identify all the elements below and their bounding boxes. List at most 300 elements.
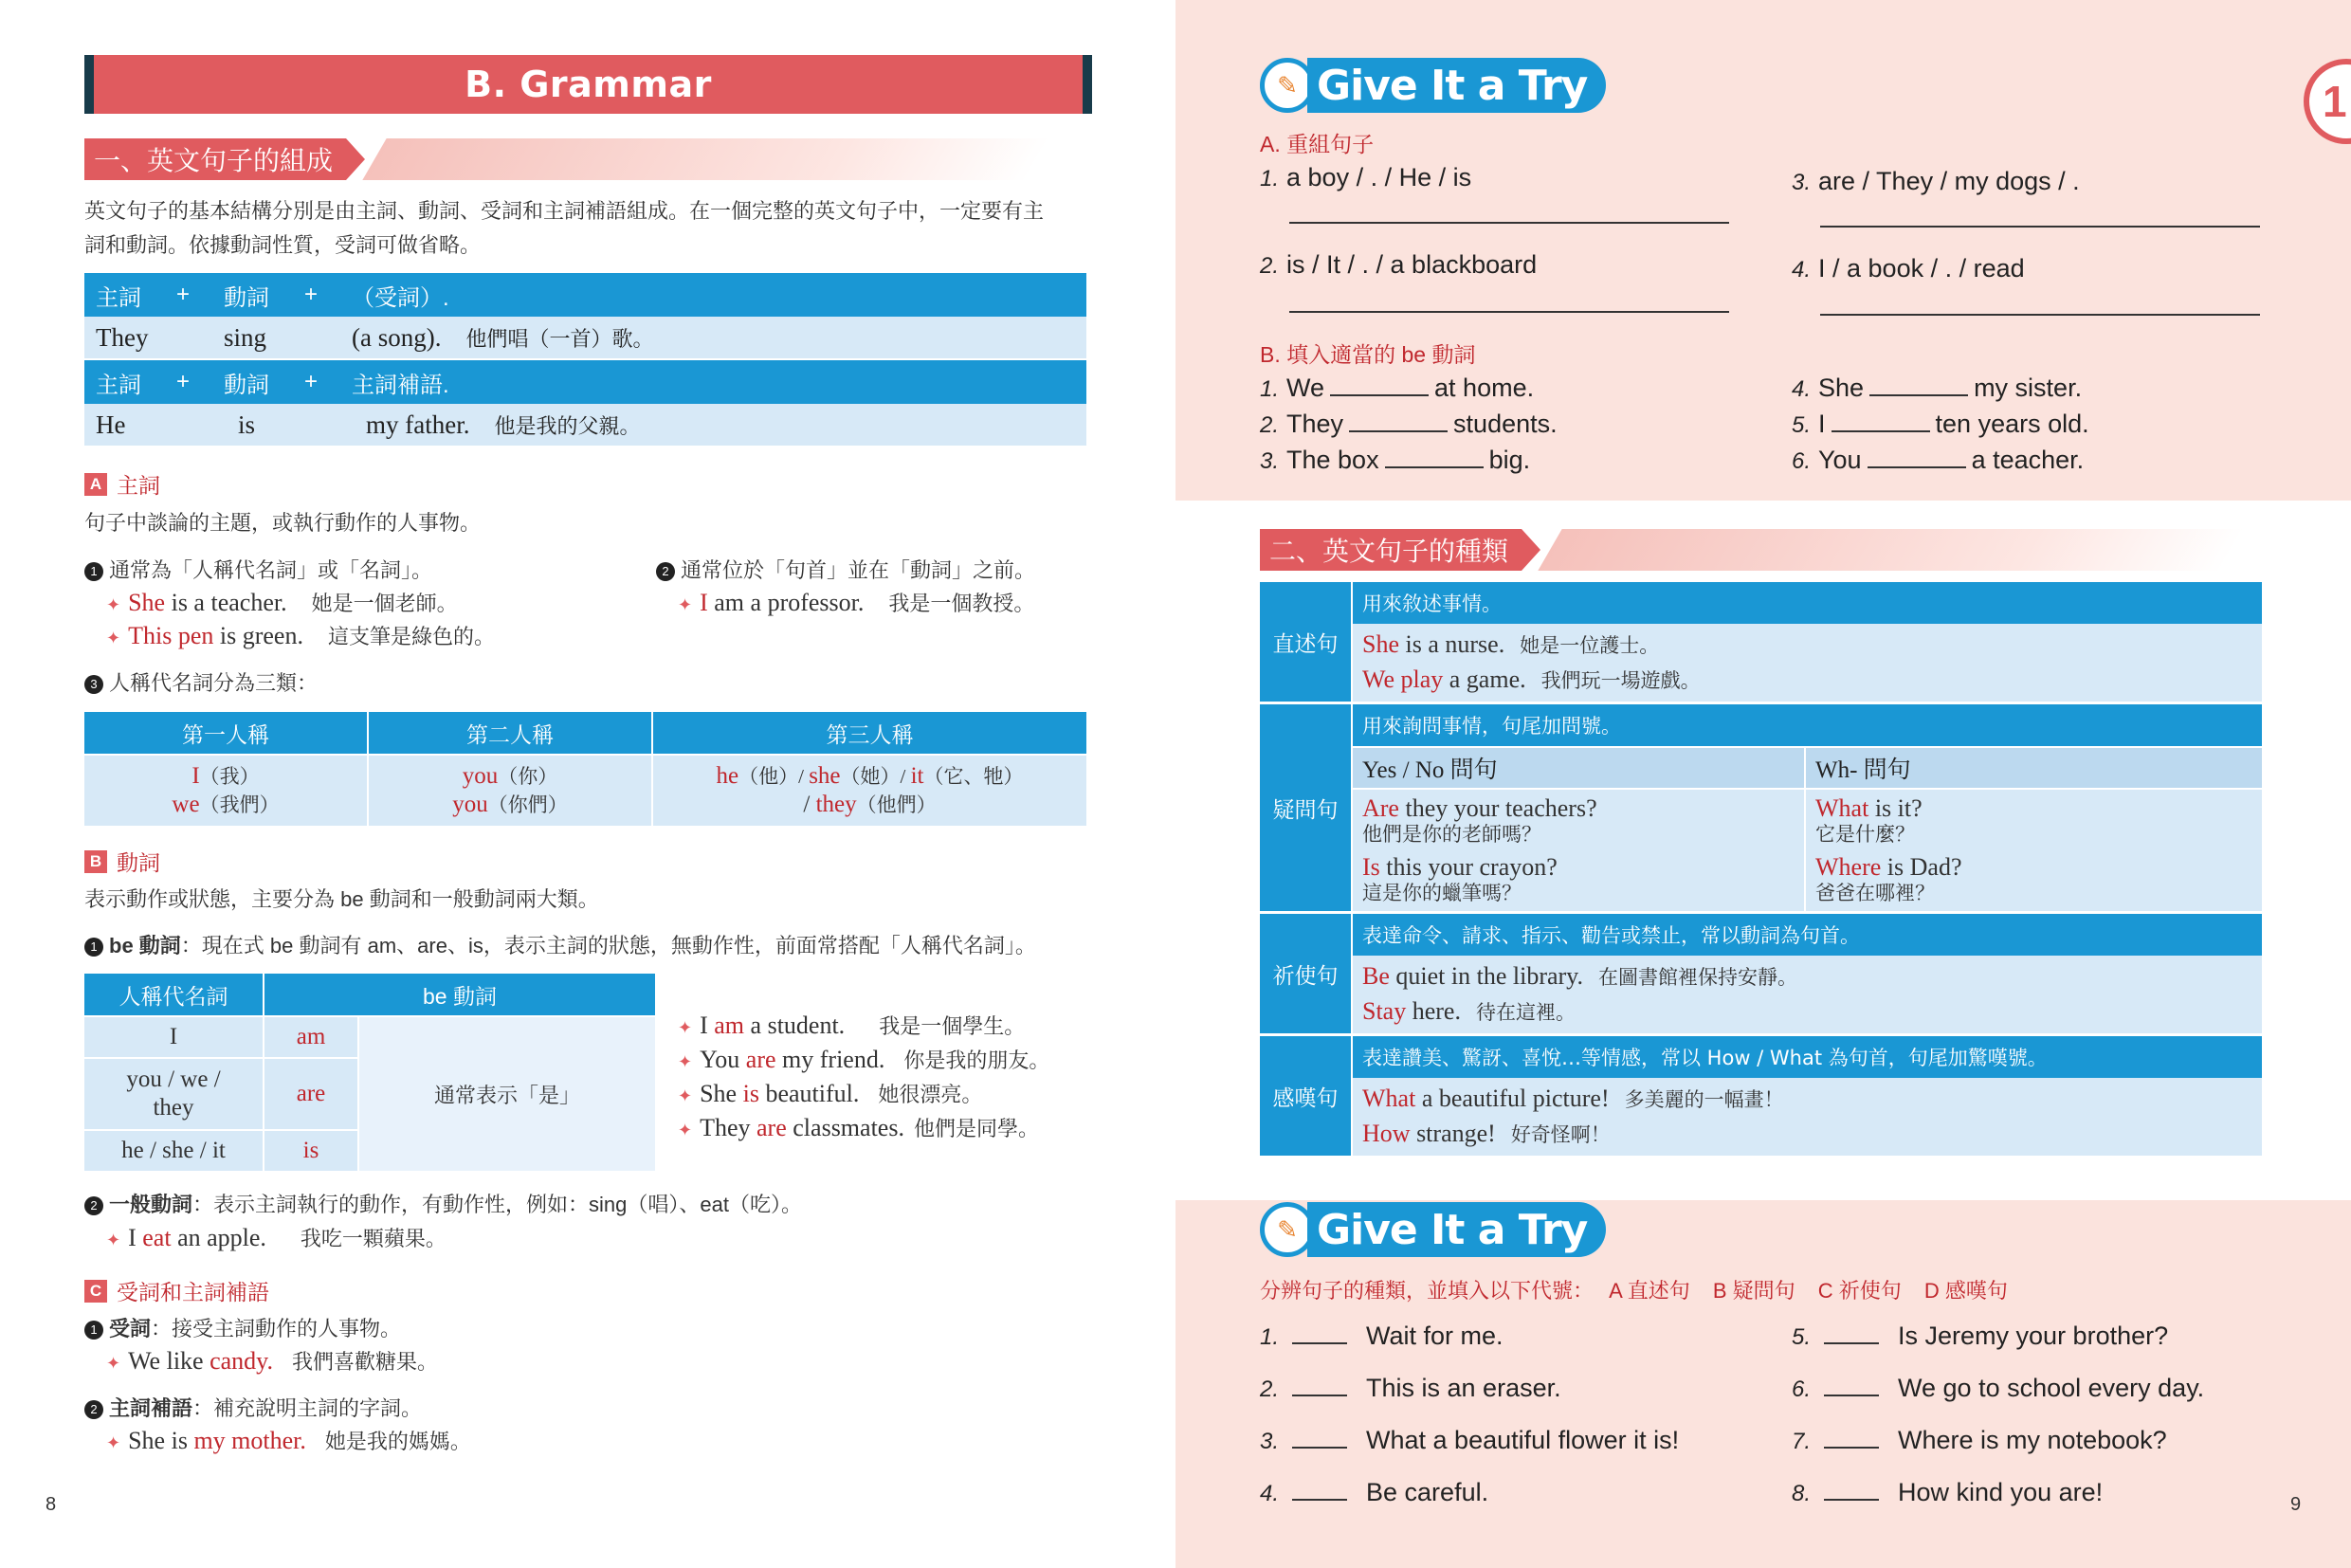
qb: ten years old. — [1935, 410, 2089, 438]
zh: 我們玩一場遊戲。 — [1540, 669, 1701, 692]
w: they — [815, 792, 857, 817]
pencil-icon: ✎ — [1260, 1202, 1315, 1257]
exercise-A-item — [1792, 167, 2080, 196]
person-header-3: 第三人稱 — [653, 712, 1086, 754]
zh: （我） — [199, 765, 260, 788]
red: Where — [1815, 853, 1882, 881]
zh: （她）/ — [840, 765, 911, 788]
answer-line-A2[interactable] — [1289, 311, 1729, 313]
A-ex-1: ✦ She is a teacher. 她是一個老師。 — [106, 589, 458, 616]
qn: 6. — [1792, 448, 1812, 474]
qn: 3. — [1260, 1429, 1280, 1454]
pre: They — [700, 1114, 757, 1141]
type-label: 感嘆句 — [1260, 1036, 1353, 1156]
be-cell: you / we / they — [84, 1057, 264, 1129]
B-note-2-text: ：表示主詞執行的動作，有動作性，例如：sing（唱）、eat（吃）。 — [192, 1193, 802, 1216]
code: B 疑問句 — [1712, 1279, 1795, 1303]
type-imperative — [1260, 914, 2262, 1036]
pre: She — [700, 1080, 743, 1107]
B-note-2: 2 一般動詞：表示主詞執行的動作，有動作性，例如：sing（唱）、eat（吃）。 — [84, 1188, 802, 1222]
blank-field[interactable] — [1349, 411, 1448, 432]
zh: （他們） — [856, 793, 937, 816]
exercise-B-item — [1792, 410, 2089, 439]
blank-field[interactable] — [1292, 1376, 1347, 1396]
banner-title: B. Grammar — [465, 64, 712, 105]
qn: 6. — [1792, 1377, 1812, 1402]
give-it-a-try-title: Give It a Try — [1307, 1202, 1606, 1257]
section1-header — [84, 138, 1092, 180]
code: A 直述句 — [1609, 1279, 1690, 1303]
grammar-banner — [84, 55, 1092, 114]
blank-field[interactable] — [1824, 1376, 1879, 1396]
line — [716, 762, 1023, 791]
subhead-A — [84, 468, 160, 500]
zh: 她是一位護士。 — [1520, 634, 1660, 657]
code: D 感嘆句 — [1923, 1279, 2008, 1303]
cell: 主詞 — [96, 372, 141, 398]
exercise-C-item — [1260, 1478, 1488, 1507]
post: an apple. — [171, 1224, 266, 1251]
instr: 分辨句子的種類，並填入以下代號： — [1260, 1279, 1595, 1303]
zh: 多美麗的一幅畫！ — [1624, 1088, 1784, 1111]
post: a beautiful picture! — [1415, 1085, 1610, 1112]
blank-field[interactable] — [1292, 1323, 1347, 1344]
qn: 1. — [1260, 166, 1280, 191]
post: a nurse. — [1421, 630, 1505, 658]
cell: (a song). — [352, 322, 442, 352]
bold: 受詞 — [109, 1317, 152, 1340]
type-content — [1353, 1078, 2262, 1156]
line — [172, 791, 279, 819]
red: candy. — [210, 1347, 273, 1375]
exercise-C-item — [1792, 1426, 2167, 1455]
post: a game. — [1443, 665, 1526, 693]
section1-title: 一、英文句子的組成 — [84, 138, 346, 180]
zh: 他們是你的老師嗎？ — [1362, 823, 1541, 846]
w: you — [462, 763, 499, 789]
C-note-1-text: ：接受主詞動作的人事物。 — [151, 1317, 402, 1340]
qb: students. — [1453, 410, 1558, 438]
A-ex-2: ✦ This pen is green. 這支筆是綠色的。 — [106, 622, 495, 649]
qt: This is an eraser. — [1366, 1374, 1561, 1402]
ex-zh: 我是一個教授。 — [888, 593, 1035, 616]
exercise-C-item — [1260, 1374, 1561, 1403]
qt: Be careful. — [1366, 1478, 1489, 1506]
A-note-2-text: 通常位於「句首」並在「動詞」之前。 — [681, 558, 1036, 582]
mid: is — [1399, 630, 1422, 658]
structure-row-4 — [84, 404, 1086, 447]
type-desc: 表達命令、請求、指示、勸告或禁止，常以動詞為句首。 — [1353, 914, 2262, 956]
be-table — [84, 974, 655, 1171]
pre: We like — [128, 1347, 210, 1375]
post: they your teachers? — [1398, 794, 1597, 822]
page-number-right: 9 — [2290, 1494, 2302, 1515]
type-content — [1353, 956, 2262, 1033]
person-table — [84, 712, 1086, 826]
qn: 5. — [1792, 1324, 1812, 1350]
subhead-C — [84, 1275, 269, 1306]
red: eat — [142, 1224, 172, 1251]
structure-row-2 — [84, 317, 1086, 360]
ex-rest: is green. — [213, 622, 303, 649]
pre: I — [128, 1224, 143, 1251]
qt: Is Jeremy your brother? — [1898, 1322, 2169, 1350]
cell: （受詞）. — [352, 284, 449, 311]
qa: She — [1818, 374, 1865, 402]
blank-field[interactable] — [1385, 447, 1484, 468]
blank-field[interactable] — [1292, 1428, 1347, 1449]
ex-red: This pen — [128, 622, 214, 649]
pre: She is — [128, 1427, 194, 1454]
subhead-B — [84, 846, 160, 877]
be-table-body — [84, 1015, 655, 1171]
ex — [1362, 1117, 2252, 1152]
red: Is — [1362, 853, 1380, 881]
blank-field[interactable] — [1832, 411, 1930, 432]
C-note-2: 2 主詞補語：補充說明主詞的字詞。 — [84, 1392, 422, 1426]
post: a student. — [744, 1012, 846, 1039]
C-ex-2: ✦ She is my mother. 她是我的媽媽。 — [106, 1427, 471, 1454]
exercise-B-item — [1792, 374, 2082, 403]
bold: 一般動詞 — [109, 1193, 193, 1216]
type-desc: 用來詢問事情，句尾加問號。 — [1353, 704, 2262, 746]
qn: 2. — [1260, 412, 1280, 438]
type-desc: 表達讚美、驚訝、喜悅…等情感，常以 How / What 為句首，句尾加驚嘆號。 — [1353, 1036, 2262, 1078]
C-ex-1: ✦ We like candy. 我們喜歡糖果。 — [106, 1347, 439, 1375]
B-desc: 表示動作或狀態，主要分為 be 動詞和一般動詞兩大類。 — [84, 887, 599, 911]
B-note-1: 1 be 動詞：現在式 be 動詞有 am、are、is，表示主詞的狀態，無動作性，前面常搭配「人稱代名詞」。 — [84, 929, 1036, 963]
zh: 好奇怪啊！ — [1510, 1123, 1611, 1146]
exercise-C-item — [1260, 1322, 1504, 1351]
answer-line-A1[interactable] — [1289, 222, 1729, 224]
exercise-B-item — [1260, 374, 1534, 403]
zh: （你） — [498, 765, 558, 788]
red: She — [1362, 630, 1399, 658]
give-it-a-try-title: Give It a Try — [1307, 58, 1606, 113]
qn: 8. — [1792, 1481, 1812, 1506]
zh: 他們是同學。 — [913, 1118, 1039, 1141]
w: she — [809, 763, 841, 789]
zh: 待在這裡。 — [1475, 1001, 1576, 1024]
give-it-a-try-2 — [1260, 1200, 1606, 1259]
w: we — [172, 792, 200, 817]
give-it-a-try-1 — [1260, 56, 1606, 115]
red: Stay — [1362, 997, 1407, 1025]
type-label: 疑問句 — [1260, 704, 1353, 911]
qt: Where is my notebook? — [1898, 1426, 2167, 1454]
qb: big. — [1488, 446, 1531, 474]
ex-zh: 這支筆是綠色的。 — [327, 626, 495, 649]
cell: + — [176, 369, 191, 394]
type-exclamatory — [1260, 1036, 2262, 1156]
red: We play — [1362, 665, 1444, 693]
red: is — [742, 1080, 759, 1107]
blank-field[interactable] — [1824, 1323, 1879, 1344]
qt: How kind you are! — [1898, 1478, 2104, 1506]
cell: + — [304, 282, 319, 307]
qa: The box — [1286, 446, 1379, 474]
w: you — [452, 792, 488, 817]
letter-C: C — [84, 1280, 107, 1303]
sentence-types-table — [1260, 582, 2262, 1156]
exercise-A-title: A. 重組句子 — [1260, 132, 1375, 156]
red: are — [745, 1046, 776, 1073]
exercise-A-item — [1792, 254, 2025, 283]
exercise-A-item — [1260, 250, 1537, 280]
be-ex-4: ✦ They are classmates. 他們是同學。 — [678, 1114, 1039, 1141]
qn: 2. — [1260, 253, 1280, 279]
A-note-2: 2 通常位於「句首」並在「動詞」之前。 — [656, 554, 1035, 588]
type-question — [1260, 704, 2262, 914]
ex — [1362, 1082, 2252, 1117]
post: is it? — [1868, 794, 1923, 822]
be-table-head — [84, 974, 655, 1015]
be-cell: am — [264, 1015, 359, 1057]
post: here. — [1406, 997, 1461, 1025]
cell: sing — [224, 322, 267, 352]
zh: （他）/ — [738, 765, 810, 788]
be-cell: is — [264, 1129, 359, 1171]
w: I — [191, 763, 200, 789]
line — [452, 791, 568, 819]
post: strange! — [1410, 1120, 1496, 1147]
ex — [1362, 854, 1795, 881]
B-note-1-text: ：現在式 be 動詞有 am、are、is，表示主詞的狀態，無動作性，前面常搭配「人稱代名詞」。 — [180, 934, 1036, 957]
bold: be 動詞 — [109, 934, 181, 957]
zh: 你是我的朋友。 — [903, 1049, 1050, 1073]
ex — [1362, 795, 1795, 822]
section2-title: 二、英文句子的種類 — [1260, 529, 1522, 571]
zh: 在圖書館裡保持安靜。 — [1597, 966, 1797, 989]
A-note-3-text: 人稱代名詞分為三類： — [109, 671, 319, 695]
be-cell: I — [84, 1015, 264, 1057]
be-ex-1: ✦ I am a student. 我是一個學生。 — [678, 1012, 1026, 1039]
blank-field[interactable] — [1330, 375, 1429, 396]
qa: We — [1286, 374, 1325, 402]
qn: 4. — [1792, 257, 1812, 283]
yn-header: Yes / No 問句 — [1353, 746, 1804, 788]
qn: 4. — [1792, 376, 1812, 402]
question-subtable — [1353, 746, 2262, 911]
zh: 我是一個學生。 — [879, 1015, 1026, 1039]
post: this your crayon? — [1379, 853, 1558, 881]
ex-zh: 她是一個老師。 — [311, 593, 458, 616]
pre: I — [700, 1012, 715, 1039]
zh: 我吃一顆蘋果。 — [300, 1228, 447, 1251]
qn: 1. — [1260, 1324, 1280, 1350]
B-ex: ✦ I eat an apple. 我吃一顆蘋果。 — [106, 1224, 447, 1251]
A-note-1: 1 通常為「人稱代名詞」或「名詞」。 — [84, 554, 432, 588]
yn-col — [1353, 746, 1806, 911]
ex-red: I — [700, 589, 708, 616]
zh: 她很漂亮。 — [878, 1084, 983, 1107]
qb: at home. — [1434, 374, 1535, 402]
A-note-3: 3 人稱代名詞分為三類： — [84, 666, 318, 701]
post: my friend. — [775, 1046, 885, 1073]
type-desc: 用來敘述事情。 — [1353, 582, 2262, 624]
type-body — [1353, 704, 2262, 911]
exercise-C-instruction — [1260, 1275, 2008, 1304]
ex — [1362, 994, 2252, 1030]
be-header-1: 人稱代名詞 — [84, 974, 264, 1015]
qn: 5. — [1792, 412, 1812, 438]
section1-fade — [362, 138, 1049, 180]
code: C 祈使句 — [1817, 1279, 1902, 1303]
blank-field[interactable] — [1824, 1480, 1879, 1501]
type-body — [1353, 914, 2262, 1033]
type-label: 直述句 — [1260, 582, 1353, 702]
subhead-B-title: 動詞 — [117, 850, 160, 875]
intro-line-1: 英文句子的基本結構分別是由主詞、動詞、受詞和主詞補語組成。在一個完整的英文句子中，一定要有主 — [84, 199, 1045, 223]
qn: 4. — [1260, 1481, 1280, 1506]
pencil-icon: ✎ — [1260, 58, 1315, 113]
slash: / — [803, 792, 816, 817]
cell: They — [96, 322, 149, 352]
cell: 動詞 — [224, 372, 269, 398]
red: Are — [1362, 794, 1399, 822]
be-ex-2: ✦ You are my friend. 你是我的朋友。 — [678, 1046, 1050, 1073]
qt: a boy / . / He / is — [1286, 163, 1472, 191]
person-cell-1 — [84, 754, 369, 826]
w: he — [716, 763, 739, 789]
be-merge-cell: 通常表示「是」 — [359, 1015, 655, 1171]
zh: （你們） — [487, 793, 568, 816]
exercise-B-title: B. 填入適當的 be 動詞 — [1260, 342, 1476, 367]
qt: are / They / my dogs / . — [1818, 167, 2080, 195]
qa: I — [1818, 410, 1826, 438]
ex — [1815, 795, 2252, 822]
qn: 1. — [1260, 376, 1280, 402]
letter-B: B — [84, 850, 107, 873]
qa: You — [1818, 446, 1862, 474]
A-desc: 句子中談論的主題，或執行動作的人事物。 — [84, 511, 482, 535]
zh: （它、牠） — [923, 765, 1024, 788]
type-body — [1353, 1036, 2262, 1156]
exercise-A-item — [1260, 163, 1471, 192]
C-note-2-text: ：補充說明主詞的字詞。 — [192, 1396, 423, 1420]
cell: + — [176, 282, 191, 307]
answer-line-A4[interactable] — [1820, 314, 2260, 316]
subhead-A-title: 主詞 — [117, 473, 160, 498]
section2-header — [1260, 529, 2265, 571]
red: my mother. — [193, 1427, 306, 1454]
person-cell-2 — [369, 754, 653, 826]
post: classmates. — [786, 1114, 904, 1141]
be-col-verb — [264, 1015, 359, 1171]
zh: 它是什麼？ — [1815, 823, 1915, 846]
ex — [1362, 663, 2252, 698]
qt: Wait for me. — [1366, 1322, 1504, 1350]
answer-line-A3[interactable] — [1820, 226, 2260, 228]
section2-fade — [1538, 529, 2244, 571]
qt: We go to school every day. — [1898, 1374, 2205, 1402]
cell: + — [304, 369, 319, 394]
cell: my father. — [366, 410, 470, 439]
exercise-C-item — [1792, 1478, 2103, 1507]
bold: 主詞補語 — [109, 1396, 193, 1420]
be-cell: he / she / it — [84, 1129, 264, 1171]
blank-field[interactable] — [1868, 447, 1966, 468]
exercise-B-item — [1792, 446, 2084, 475]
yn-content — [1353, 788, 1804, 911]
structure-row-3 — [84, 360, 1086, 404]
zh: （我們） — [199, 793, 280, 816]
type-content — [1353, 624, 2262, 702]
exercise-C-item — [1260, 1426, 1679, 1455]
exercise-C-item — [1792, 1374, 2204, 1403]
ex — [1362, 628, 2252, 663]
post: quiet in the library. — [1389, 962, 1583, 990]
zh: 爸爸在哪裡？ — [1815, 882, 1935, 904]
line — [803, 791, 936, 819]
blank-field[interactable] — [1824, 1428, 1879, 1449]
red: Be — [1362, 962, 1390, 990]
qb: my sister. — [1974, 374, 2083, 402]
exercise-B-item — [1260, 446, 1530, 475]
wh-col — [1806, 746, 2262, 911]
red: What — [1362, 1085, 1416, 1112]
C-note-1: 1 受詞：接受主詞動作的人事物。 — [84, 1312, 401, 1346]
post: beautiful. — [758, 1080, 860, 1107]
ex — [1815, 854, 2252, 881]
person-header-1: 第一人稱 — [84, 712, 369, 754]
red: How — [1362, 1120, 1411, 1147]
red: are — [756, 1114, 787, 1141]
cell: 他是我的父親。 — [494, 414, 641, 439]
red: am — [714, 1012, 745, 1039]
zh: 這是你的蠟筆嗎？ — [1362, 882, 1522, 904]
zh: 她是我的媽媽。 — [324, 1431, 471, 1454]
qn: 3. — [1792, 170, 1812, 195]
zh: 我們喜歡糖果。 — [292, 1351, 439, 1375]
blank-field[interactable] — [1292, 1480, 1347, 1501]
person-cell-3 — [653, 754, 1086, 826]
type-label: 祈使句 — [1260, 914, 1353, 1033]
w: it — [910, 763, 924, 789]
structure-table — [84, 273, 1086, 447]
cell: 動詞 — [224, 284, 269, 311]
pre: You — [700, 1046, 746, 1073]
be-ex-3: ✦ She is beautiful. 她很漂亮。 — [678, 1080, 983, 1107]
qn: 7. — [1792, 1429, 1812, 1454]
be-cell: are — [264, 1057, 359, 1129]
qt: I / a book / . / read — [1818, 254, 2025, 283]
intro-line-2: 詞和動詞。依據動詞性質，受詞可做省略。 — [84, 233, 482, 257]
wh-header: Wh- 問句 — [1806, 746, 2262, 788]
ex — [1362, 959, 2252, 994]
structure-row-1 — [84, 273, 1086, 317]
exercise-C-item — [1792, 1322, 2168, 1351]
line — [191, 762, 259, 791]
post: is Dad? — [1881, 853, 1962, 881]
person-header-2: 第二人稱 — [369, 712, 653, 754]
subhead-C-title: 受詞和主詞補語 — [117, 1280, 269, 1304]
cell: is — [238, 410, 256, 439]
letter-A: A — [84, 473, 107, 496]
line — [463, 762, 558, 791]
blank-field[interactable] — [1869, 375, 1968, 396]
A-ex-3: ✦ I am a professor. 我是一個教授。 — [678, 589, 1035, 616]
wh-content — [1806, 788, 2262, 911]
exercise-B-item — [1260, 410, 1558, 439]
A-note-1-text: 通常為「人稱代名詞」或「名詞」。 — [109, 558, 433, 582]
ex-rest: is a teacher. — [165, 589, 287, 616]
qa: They — [1286, 410, 1344, 438]
type-declarative — [1260, 582, 2262, 704]
unit-badge: 1 — [2304, 59, 2351, 144]
red: What — [1815, 794, 1869, 822]
ex-rest: am a professor. — [707, 589, 865, 616]
